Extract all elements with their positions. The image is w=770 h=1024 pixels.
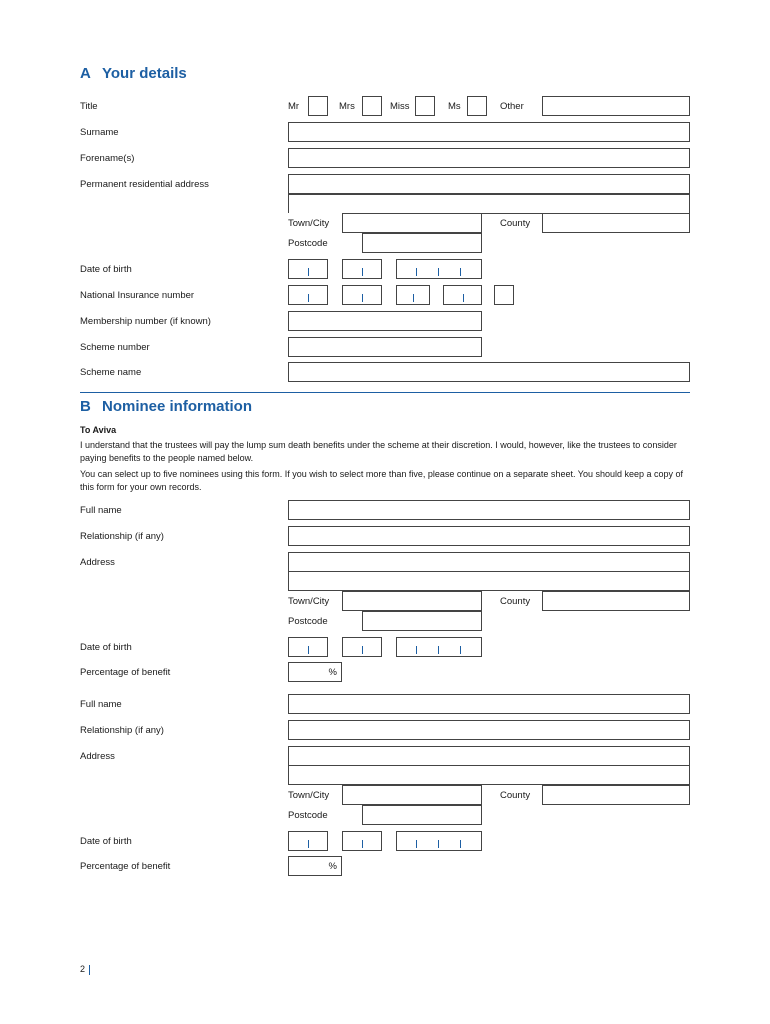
title-option-mr-label: Mr: [288, 101, 300, 112]
title-miss-checkbox[interactable]: [415, 96, 435, 116]
nominee-2-dob-year-input[interactable]: [396, 831, 482, 851]
dob-year-input[interactable]: [396, 259, 482, 279]
membership-input[interactable]: [288, 311, 482, 331]
nominee-1-county-input[interactable]: [542, 591, 690, 611]
address-line-2-input[interactable]: [288, 194, 690, 214]
ni-segment-1[interactable]: [288, 285, 328, 305]
ni-suffix-input[interactable]: [494, 285, 514, 305]
forenames-label: Forename(s): [80, 153, 135, 164]
nominee-2-relationship-input[interactable]: [288, 720, 690, 740]
nominee-1-dob-label: Date of birth: [80, 642, 132, 653]
nominee-2-relationship-label: Relationship (if any): [80, 725, 164, 736]
nominee-2-address-line-1-input[interactable]: [288, 746, 690, 766]
nominee-2-percentage-label: Percentage of benefit: [80, 861, 171, 872]
scheme-name-input[interactable]: [288, 362, 690, 382]
nominee-2-postcode-label: Postcode: [288, 810, 328, 821]
to-line: To Aviva: [80, 425, 117, 435]
nominee-1-address-line-1-input[interactable]: [288, 552, 690, 572]
dob-month-input[interactable]: [342, 259, 382, 279]
scheme-number-label: Scheme number: [80, 342, 150, 353]
percent-sign: %: [328, 667, 337, 678]
nominee-1-relationship-input[interactable]: [288, 526, 690, 546]
nominee-2-town-input[interactable]: [342, 785, 482, 805]
page-footer: [80, 964, 90, 975]
postcode-input[interactable]: [362, 233, 482, 253]
nominee-1-town-label: Town/City: [288, 596, 330, 607]
nominee-1-percentage-label: Percentage of benefit: [80, 667, 171, 678]
surname-label: Surname: [80, 127, 119, 138]
title-option-mrs-label: Mrs: [339, 101, 355, 112]
section-b-heading: [80, 398, 252, 415]
nominee-1-postcode-label: Postcode: [288, 616, 328, 627]
nominee-2-county-input[interactable]: [542, 785, 690, 805]
nominee-2-dob-month-input[interactable]: [342, 831, 382, 851]
nominee-1-dob-day-input[interactable]: [288, 637, 328, 657]
title-mr-checkbox[interactable]: [308, 96, 328, 116]
title-ms-checkbox[interactable]: [467, 96, 487, 116]
ni-segment-2[interactable]: [342, 285, 382, 305]
title-option-ms-label: Ms: [448, 101, 461, 112]
town-label: Town/City: [288, 218, 330, 229]
nominee-1-address-label: Address: [80, 557, 115, 568]
dob-label: Date of birth: [80, 264, 132, 275]
nominee-2-county-label: County: [500, 790, 531, 801]
postcode-label: Postcode: [288, 238, 328, 249]
title-option-other-label: Other: [500, 101, 524, 112]
nominee-2-percentage-input[interactable]: [288, 856, 342, 876]
title-other-input[interactable]: [542, 96, 690, 116]
nominee-2-address-label: Address: [80, 751, 115, 762]
scheme-name-label: Scheme name: [80, 367, 142, 378]
nominee-1-full-name-label: Full name: [80, 505, 122, 516]
section-a-heading: [80, 65, 187, 82]
title-label: Title: [80, 101, 98, 112]
surname-input[interactable]: [288, 122, 690, 142]
percent-sign: %: [328, 861, 337, 872]
nominee-2-postcode-input[interactable]: [362, 805, 482, 825]
title-option-miss-label: Miss: [390, 101, 410, 112]
nominee-2-dob-label: Date of birth: [80, 836, 132, 847]
section-title: Your details: [102, 65, 187, 82]
county-input[interactable]: [542, 213, 690, 233]
section-title: Nominee information: [102, 398, 253, 415]
ni-label: National Insurance number: [80, 290, 195, 301]
address-label: Permanent residential address: [80, 179, 209, 190]
nominee-1-percentage-input[interactable]: [288, 662, 342, 682]
ni-segment-3[interactable]: [396, 285, 430, 305]
intro-paragraph-2: You can select up to five nominees using this form. If you wish to select more than five, please continue on a separate sheet. You should keep a copy of this form for your own records.: [80, 469, 684, 492]
nominee-1-dob-year-input[interactable]: [396, 637, 482, 657]
title-mrs-checkbox[interactable]: [362, 96, 382, 116]
dob-day-input[interactable]: [288, 259, 328, 279]
intro-paragraph-1: I understand that the trustees will pay the lump sum death benefits under the scheme at their discretion. I would, however, like the trustees to consider paying benefits to the people named below.: [80, 440, 677, 463]
section-letter: A: [80, 65, 91, 82]
nominee-1-county-label: County: [500, 596, 531, 607]
nominee-2-full-name-input[interactable]: [288, 694, 690, 714]
scheme-number-input[interactable]: [288, 337, 482, 357]
nominee-2-address-line-2-input[interactable]: [288, 765, 690, 785]
nominee-1-relationship-label: Relationship (if any): [80, 531, 164, 542]
nominee-1-full-name-input[interactable]: [288, 500, 690, 520]
nominee-1-dob-month-input[interactable]: [342, 637, 382, 657]
section-divider: [80, 392, 690, 393]
page-number-divider: [89, 965, 90, 975]
nominee-1-address-line-2-input[interactable]: [288, 571, 690, 591]
town-input[interactable]: [342, 213, 482, 233]
forenames-input[interactable]: [288, 148, 690, 168]
nominee-2-dob-day-input[interactable]: [288, 831, 328, 851]
county-label: County: [500, 218, 531, 229]
membership-label: Membership number (if known): [80, 316, 211, 327]
address-line-1-input[interactable]: [288, 174, 690, 194]
nominee-1-town-input[interactable]: [342, 591, 482, 611]
page-number: 2: [80, 964, 86, 974]
ni-segment-4[interactable]: [443, 285, 482, 305]
nominee-1-postcode-input[interactable]: [362, 611, 482, 631]
section-letter: B: [80, 398, 91, 415]
nominee-2-town-label: Town/City: [288, 790, 330, 801]
nominee-2-full-name-label: Full name: [80, 699, 122, 710]
